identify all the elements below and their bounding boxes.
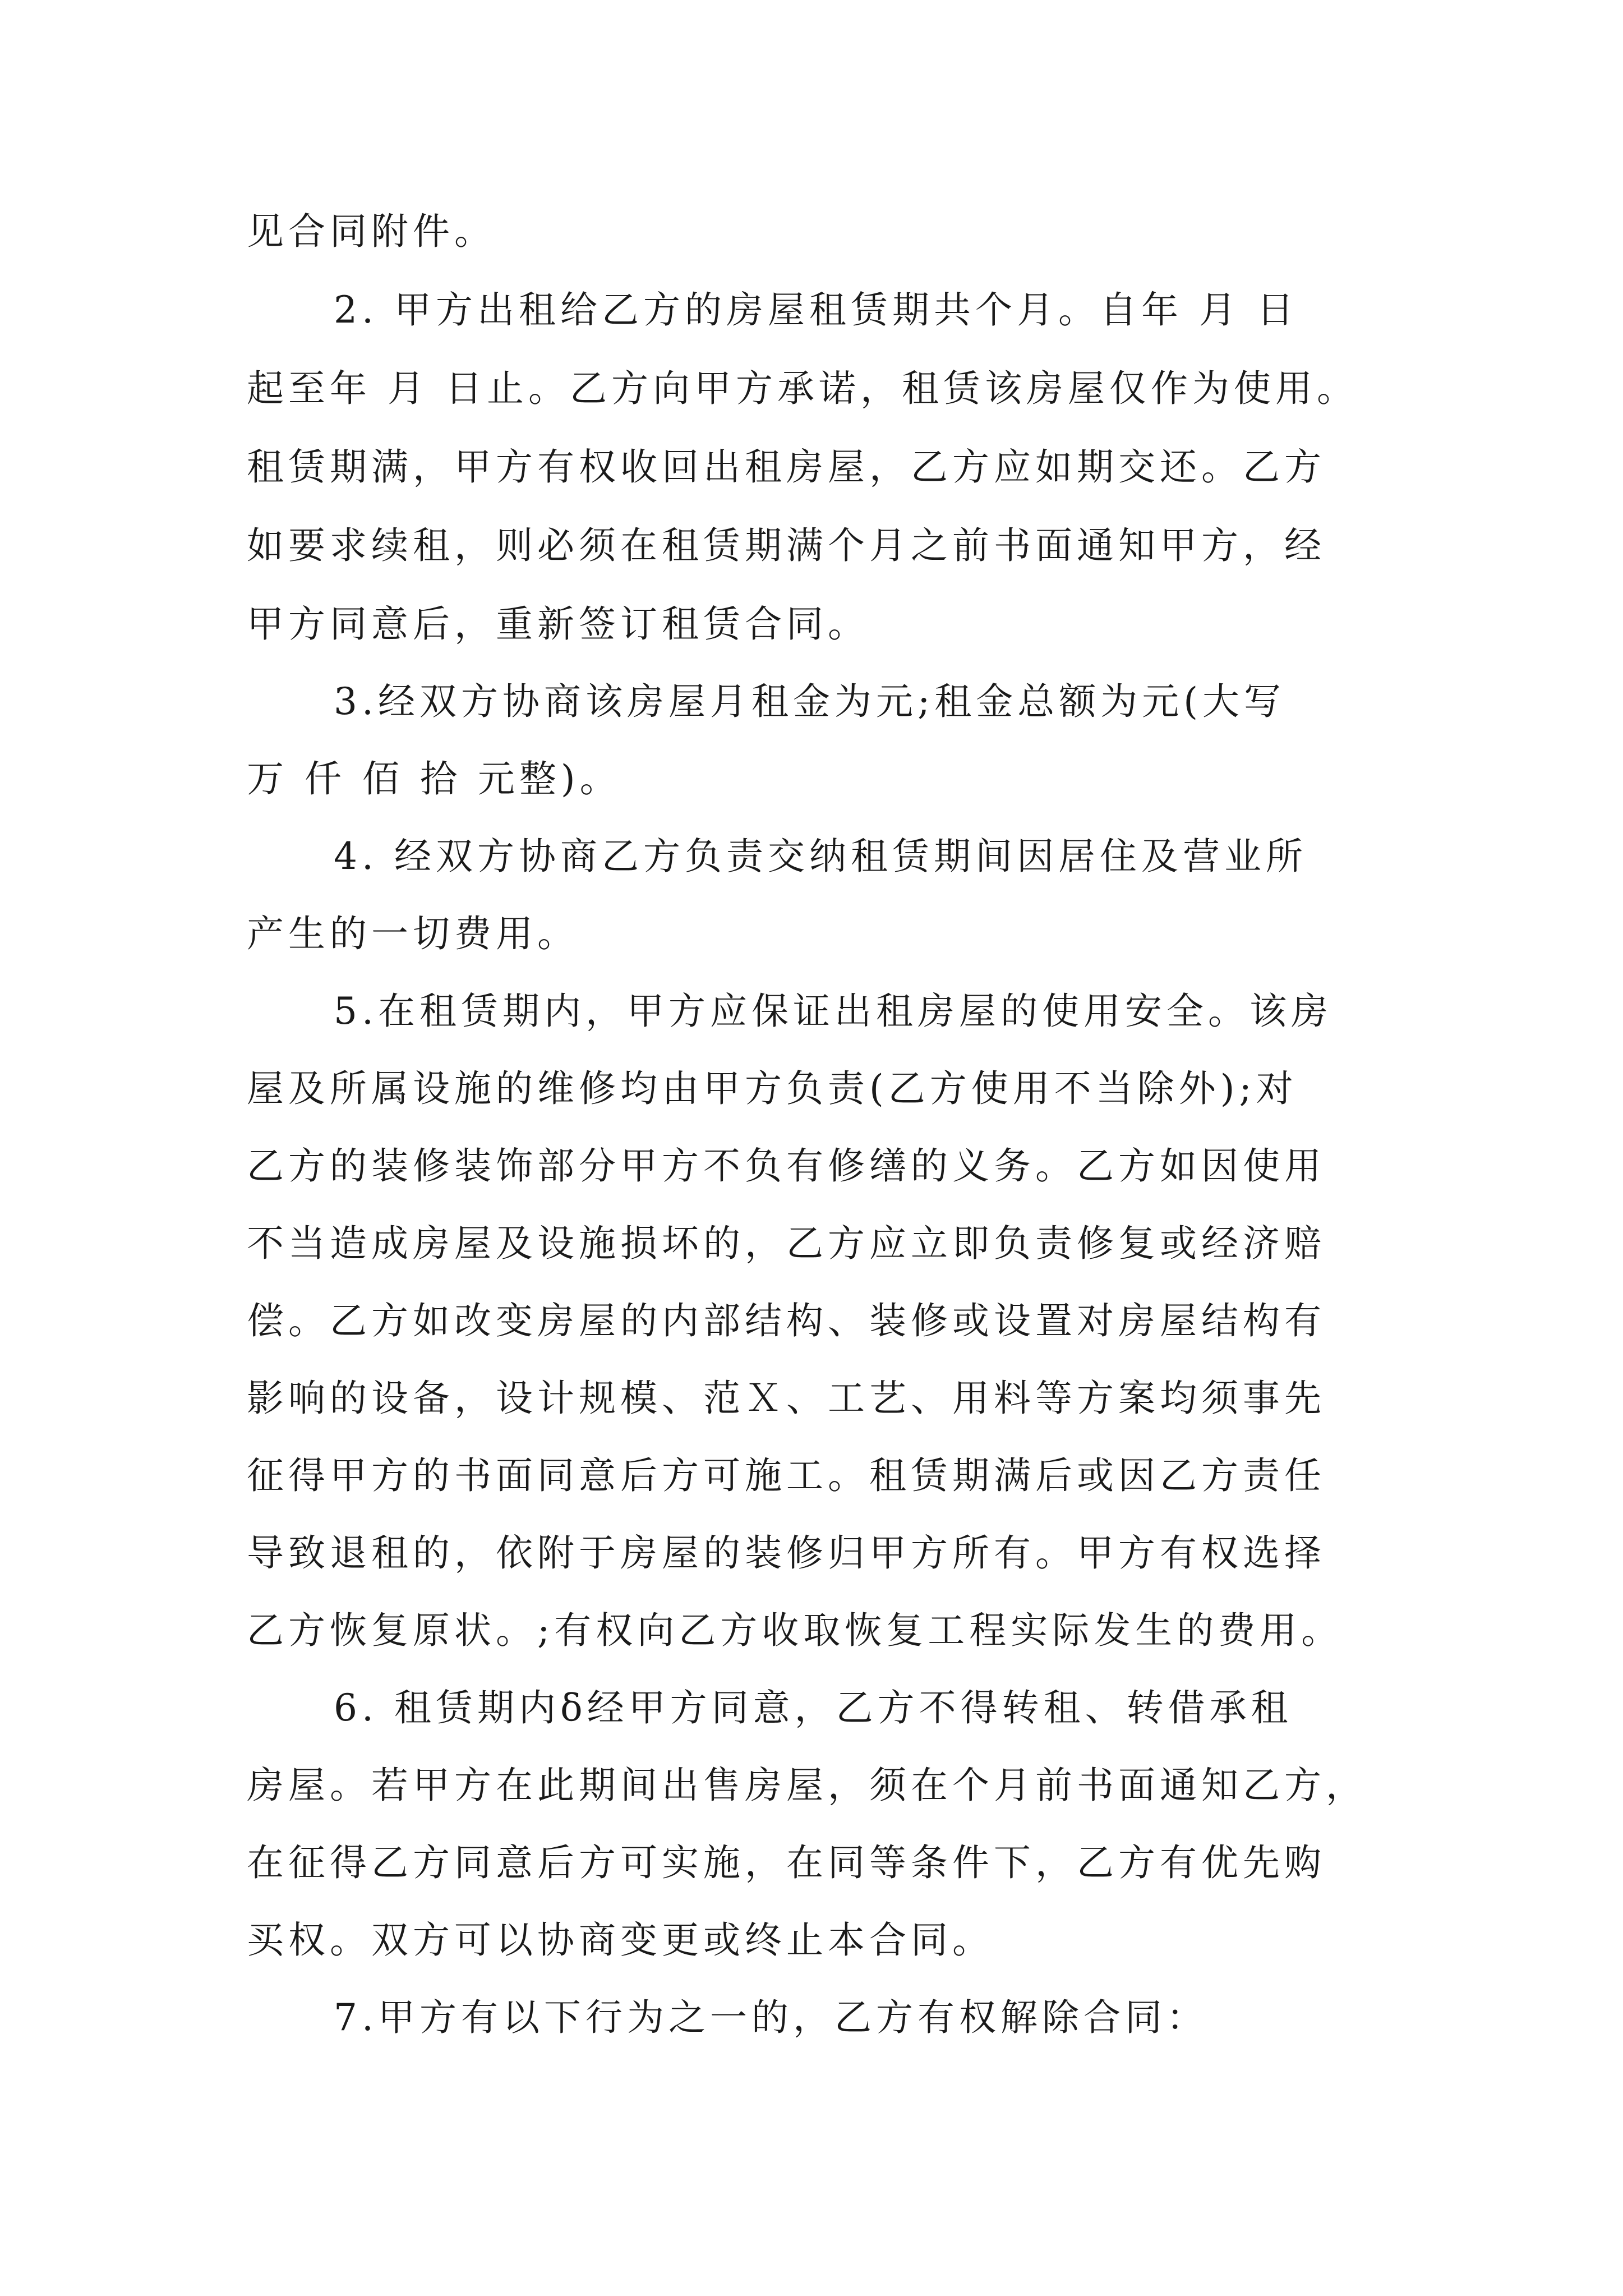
text-line: 2. 甲方出租给乙方的房屋租赁期共个月。自年 月 日 [334, 288, 1298, 332]
text-line: 见合同附件。 [247, 210, 496, 253]
text-line: 6. 租赁期内δ经甲方同意，乙方不得转租、转借承租 [334, 1686, 1293, 1729]
text-line: 偿。乙方如改变房屋的内部结构、装修或设置对房屋结构有 [247, 1299, 1326, 1342]
text-line: 屋及所属设施的维修均由甲方负责(乙方使用不当除外);对 [247, 1067, 1298, 1110]
text-line: 影响的设备，设计规模、范Ｘ、工艺、用料等方案均须事先 [247, 1377, 1326, 1420]
text-line: 不当造成房屋及设施损坏的，乙方应立即负责修复或经济赔 [247, 1222, 1326, 1265]
text-line: 3.经双方协商该房屋月租金为元;租金总额为元(大写 [334, 680, 1285, 723]
text-line: 征得甲方的书面同意后方可施工。租赁期满后或因乙方责任 [247, 1454, 1326, 1497]
text-line: 4. 经双方协商乙方负责交纳租赁期间因居住及营业所 [334, 835, 1307, 878]
text-line: 如要求续租，则必须在租赁期满个月之前书面通知甲方，经 [247, 524, 1326, 567]
text-line: 万 仟 佰 拾 元整)。 [247, 757, 621, 800]
text-line: 在征得乙方同意后方可实施，在同等条件下，乙方有优先购 [247, 1841, 1326, 1884]
text-line: 租赁期满，甲方有权收回出租房屋，乙方应如期交还。乙方 [247, 445, 1326, 489]
text-line: 乙方恢复原状。;有权向乙方收取恢复工程实际发生的费用。 [247, 1609, 1343, 1652]
text-line: 产生的一切费用。 [247, 912, 579, 955]
text-line: 起至年 月 日止。乙方向甲方承诺，租赁该房屋仅作为使用。 [247, 367, 1358, 410]
text-line: 房屋。若甲方在此期间出售房屋，须在个月前书面通知乙方， [247, 1764, 1367, 1807]
text-line: 乙方的装修装饰部分甲方不负有修缮的义务。乙方如因使用 [247, 1144, 1326, 1188]
text-line: 买权。双方可以协商变更或终止本合同。 [247, 1918, 994, 1962]
text-line: 5.在租赁期内，甲方应保证出租房屋的使用安全。该房 [334, 990, 1332, 1033]
text-line: 导致退租的，依附于房屋的装修归甲方所有。甲方有权选择 [247, 1531, 1326, 1575]
text-line: 甲方同意后，重新签订租赁合同。 [247, 602, 869, 646]
text-line: 7.甲方有以下行为之一的，乙方有权解除合同： [334, 1996, 1208, 2039]
